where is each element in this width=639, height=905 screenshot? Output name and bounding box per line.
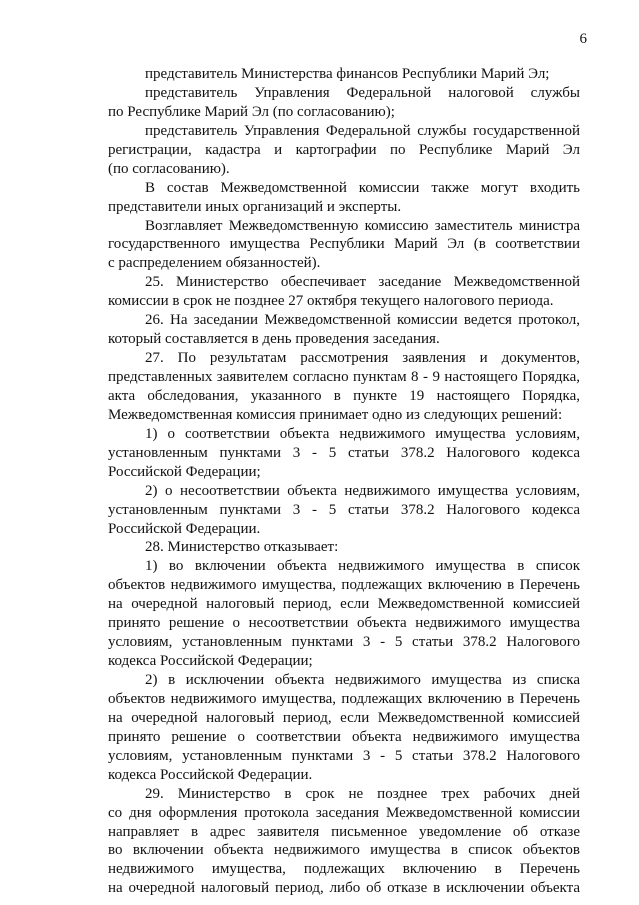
text-line: который составляется в день проведения заседания.	[108, 331, 440, 348]
text-line: (по согласованию).	[108, 160, 230, 177]
text-line: установленным пунктами 3 - 5 статьи 378.2 Налогового кодекса	[108, 501, 580, 518]
text-line: Возглавляет Межведомственную комиссию заместитель министра	[145, 217, 580, 234]
text-line: кодекса Российской Федерации.	[108, 766, 313, 783]
text-line: 26. На заседании Межведомственной комиссии ведется протокол,	[145, 312, 580, 329]
text-line: принято решение о соответствии объекта недвижимого имущества	[108, 728, 580, 745]
text-line: комиссии в срок не позднее 27 октября текущего налогового периода.	[108, 293, 554, 310]
text-line: представитель Управления Федеральной налоговой службы	[145, 84, 580, 101]
text-line: направляет в адрес заявителя письменное уведомление об отказе	[108, 823, 580, 840]
page-number: 6	[579, 31, 587, 47]
text-line: 1) во включении объекта недвижимого имущества в список	[145, 558, 580, 575]
text-line: на очередной налоговый период, если Межведомственной комиссией	[108, 596, 580, 613]
text-line: объектов недвижимого имущества, подлежащих включению в Перечень	[108, 690, 580, 707]
text-line: на очередной налоговый период, либо об отказе в исключении объекта	[108, 880, 580, 897]
text-line: представитель Управления Федеральной службы государственной	[145, 122, 580, 139]
text-line: установленным пунктами 3 - 5 статьи 378.2 Налогового кодекса	[108, 444, 580, 461]
text-line: 27. По результатам рассмотрения заявления и документов,	[145, 350, 580, 367]
text-line: 25. Министерство обеспечивает заседание Межведомственной	[145, 274, 580, 291]
text-line: регистрации, кадастра и картографии по Республике Марий Эл	[108, 141, 580, 158]
text-line: акта обследования, указанного в пункте 19 настоящего Порядка,	[108, 387, 580, 404]
text-line: со дня оформления протокола заседания Межведомственной комиссии	[108, 804, 580, 821]
text-line: с распределением обязанностей).	[108, 255, 321, 272]
text-line: представленных заявителем согласно пунктам 8 - 9 настоящего Порядка,	[108, 369, 580, 385]
text-line: 29. Министерство в срок не позднее трех рабочих дней	[145, 785, 580, 802]
text-line: представитель Министерства финансов Республики Марий Эл;	[145, 66, 550, 82]
text-line: на очередной налоговый период, если Межведомственной комиссией	[108, 709, 580, 726]
text-line: представители иных организаций и эксперты.	[108, 198, 402, 215]
text-line: 2) о несоответствии объекта недвижимого имущества условиям,	[145, 482, 580, 499]
text-line: кодекса Российской Федерации;	[108, 653, 313, 670]
text-line: Российской Федерации;	[108, 463, 261, 480]
text-line: Межведомственная комиссия принимает одно из следующих решений:	[108, 406, 563, 423]
document-body	[108, 65, 580, 898]
text-line: Российской Федерации.	[108, 520, 261, 537]
text-line: принято решение о несоответствии объекта недвижимого имущества	[108, 615, 580, 632]
text-line: во включении объекта недвижимого имущества в список объектов	[108, 842, 580, 859]
text-line: недвижимого имущества, подлежащих включению в Перечень	[108, 861, 580, 878]
text-line: условиям, установленным пунктами 3 - 5 статьи 378.2 Налогового	[108, 747, 580, 764]
text-line: условиям, установленным пунктами 3 - 5 статьи 378.2 Налогового	[108, 634, 580, 651]
text-line: государственного имущества Республики Марий Эл (в соответствии	[108, 236, 580, 253]
text-line: по Республике Марий Эл (по согласованию);	[108, 103, 395, 120]
text-line: 2) в исключении объекта недвижимого имущества из списка	[145, 672, 580, 688]
text-line: В состав Межведомственной комиссии также могут входить	[145, 179, 580, 196]
text-line: 1) о соответствии объекта недвижимого имущества условиям,	[145, 425, 580, 442]
text-line: объектов недвижимого имущества, подлежащих включению в Перечень	[108, 577, 580, 594]
text-line: 28. Министерство отказывает:	[145, 539, 339, 556]
